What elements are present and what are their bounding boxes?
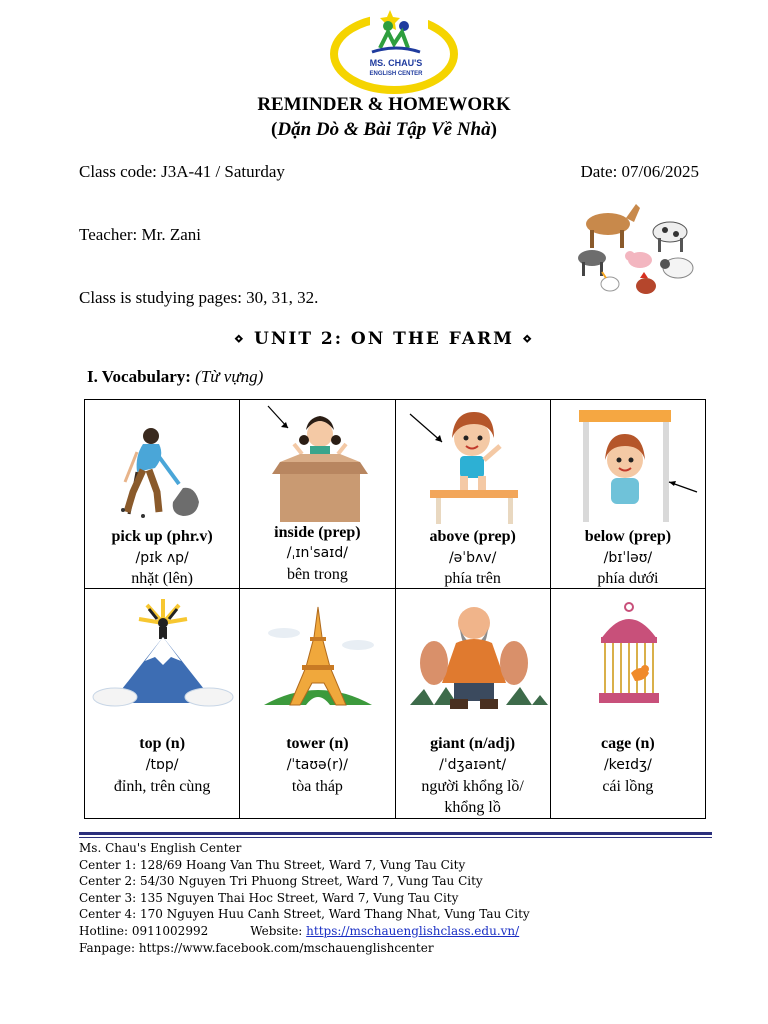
vocab-meaning: phía dưới bbox=[597, 570, 659, 587]
class-code: Class code: J3A-41 / Saturday bbox=[79, 162, 285, 181]
vocabulary-table bbox=[84, 399, 706, 819]
vocab-cell bbox=[85, 400, 240, 589]
footer-center-name: Ms. Chau's English Center bbox=[79, 841, 242, 855]
vocab-meaning: khổng lồ bbox=[444, 799, 501, 816]
vocab-ipa: /əˈbʌv/ bbox=[448, 550, 497, 566]
vocab-word: tower (n) bbox=[286, 735, 349, 752]
vocab-ipa: /bɪˈləʊ/ bbox=[603, 550, 653, 566]
vocab-meaning: người khổng lồ/ bbox=[421, 778, 524, 795]
teacher: Teacher: Mr. Zani bbox=[79, 225, 202, 244]
unit-title: ⋄ UNIT 2: ON THE FARM ⋄ bbox=[233, 329, 535, 349]
vocab-word: cage (n) bbox=[600, 735, 655, 752]
vocab-cell bbox=[395, 589, 550, 819]
bird-cage-icon bbox=[551, 593, 707, 733]
footer-contact bbox=[79, 923, 530, 940]
vocab-cell bbox=[395, 400, 550, 589]
girl-above-table-icon bbox=[396, 404, 552, 524]
vocab-ipa: /tɒp/ bbox=[145, 757, 179, 773]
vocab-cell bbox=[240, 400, 395, 589]
logo-text-1: MS. CHAU'S bbox=[369, 58, 423, 68]
vocab-ipa: /ˈdʒaɪənt/ bbox=[439, 757, 507, 773]
footer-website-label: Website: bbox=[250, 923, 303, 938]
date: Date: 07/06/2025 bbox=[580, 162, 699, 181]
page-title: REMINDER & HOMEWORK bbox=[257, 94, 511, 115]
footer-center-3: Center 3: 135 Nguyen Thai Hoc Street, Ward 7, Vung Tau City bbox=[79, 890, 459, 905]
vocab-word: below (prep) bbox=[584, 528, 672, 545]
vocab-cell bbox=[240, 589, 395, 819]
vocab-word: inside (prep) bbox=[274, 524, 361, 541]
vocab-word: top (n) bbox=[139, 735, 186, 752]
footer-divider-thin bbox=[79, 837, 712, 838]
vocab-word: pick up (phr.v) bbox=[111, 528, 213, 545]
pages-studying: Class is studying pages: 30, 31, 32. bbox=[79, 288, 319, 307]
footer bbox=[79, 840, 530, 956]
vocab-cell bbox=[550, 400, 705, 589]
girl-inside-box-icon bbox=[240, 404, 396, 524]
person-on-mountain-top-icon bbox=[85, 593, 241, 733]
logo-text-2: ENGLISH CENTER bbox=[369, 71, 423, 77]
vocab-ipa: /keɪdʒ/ bbox=[603, 757, 652, 773]
vocab-word: above (prep) bbox=[429, 528, 516, 545]
website-link[interactable]: https://mschauenglishclass.edu.vn/ bbox=[306, 923, 520, 938]
vocab-meaning: bên trong bbox=[286, 566, 348, 583]
vocab-meaning: đỉnh, trên cùng bbox=[113, 778, 211, 795]
footer-center-2: Center 2: 54/30 Nguyen Tri Phuong Street, Ward 7, Vung Tau City bbox=[79, 874, 483, 889]
vocabulary-heading: I. Vocabulary: (Từ vựng) bbox=[87, 367, 264, 386]
center-logo bbox=[330, 6, 462, 94]
footer-hotline: Hotline: 0911002992 bbox=[79, 923, 209, 938]
farm-animals-icon bbox=[570, 198, 700, 300]
vocab-word: giant (n/adj) bbox=[430, 735, 516, 752]
eiffel-tower-icon bbox=[240, 593, 396, 733]
footer-center-1: Center 1: 128/69 Hoang Van Thu Street, Ward 7, Vung Tau City bbox=[79, 857, 466, 872]
vocab-meaning: nhặt (lên) bbox=[131, 570, 193, 587]
footer-center-4: Center 4: 170 Nguyen Huu Canh Street, Ward Thang Nhat, Vung Tau City bbox=[79, 907, 530, 922]
vocab-ipa: /ˈtaʊə(r)/ bbox=[286, 757, 349, 773]
man-picking-up-trash-icon bbox=[85, 404, 241, 524]
subtitle-text: Dặn Dò & Bài Tập Về Nhà bbox=[277, 119, 491, 140]
vocab-cell bbox=[85, 589, 240, 819]
girl-below-table-icon bbox=[551, 404, 707, 524]
vocab-meaning: tòa tháp bbox=[291, 778, 343, 795]
footer-divider bbox=[79, 832, 712, 835]
page-subtitle: (Dặn Dò & Bài Tập Về Nhà) bbox=[271, 119, 497, 140]
giant-icon bbox=[396, 593, 552, 733]
vocab-cell bbox=[550, 589, 705, 819]
footer-fanpage: Fanpage: https://www.facebook.com/mschauenglishcenter bbox=[79, 940, 434, 955]
vocab-ipa: /pɪk ʌp/ bbox=[135, 550, 189, 566]
vocab-meaning: cái lồng bbox=[602, 778, 654, 795]
vocab-meaning: phía trên bbox=[444, 570, 501, 587]
vocab-ipa: /ˌɪnˈsaɪd/ bbox=[286, 545, 348, 561]
